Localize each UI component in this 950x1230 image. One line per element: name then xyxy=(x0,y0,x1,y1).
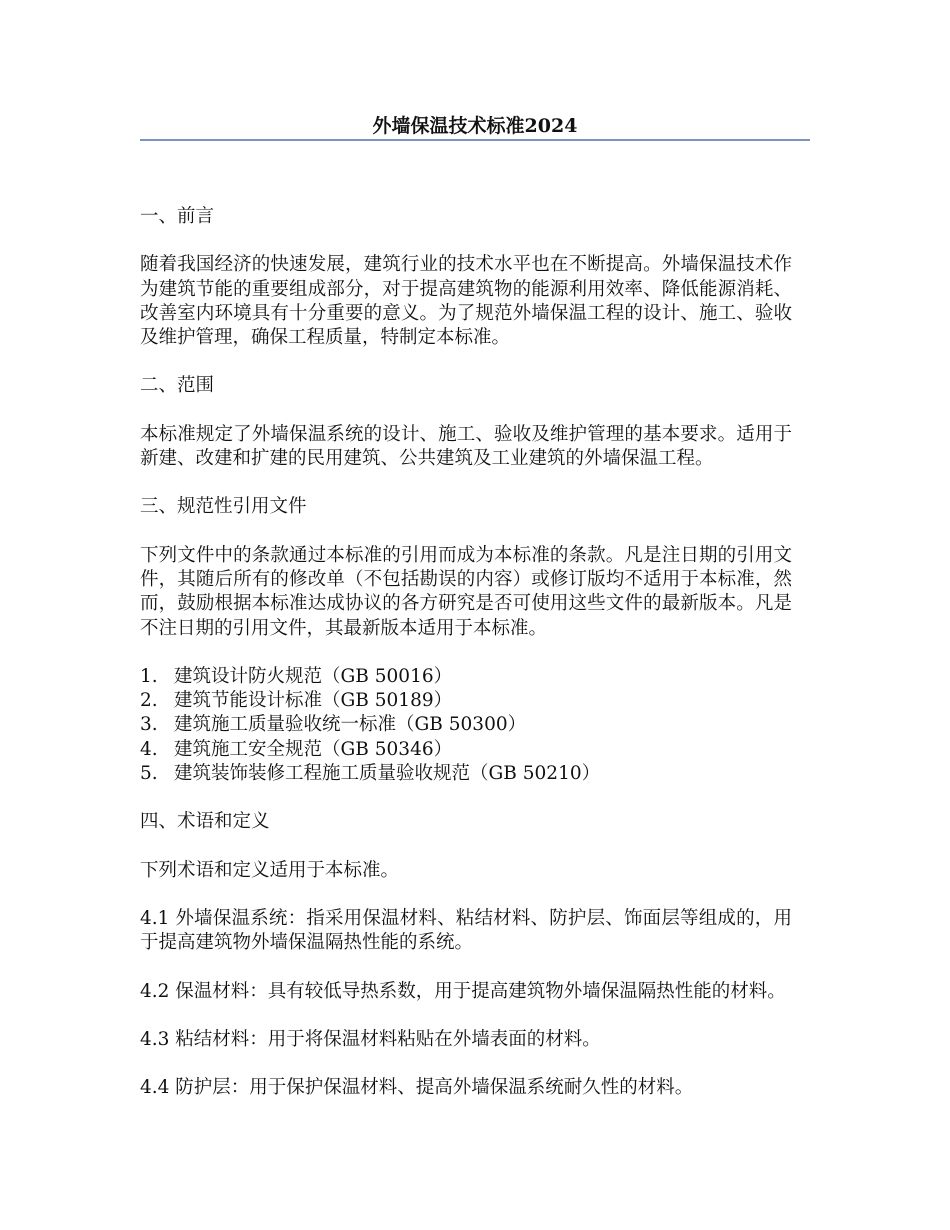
reference-text: 建筑装饰装修工程施工质量验收规范（GB 50210） xyxy=(174,763,601,785)
term-definition: 4.1 外墙保温系统：指采用保温材料、粘结材料、防护层、饰面层等组成的，用于提高建筑物外墙保温隔热性能的系统。 xyxy=(140,907,792,954)
reference-item xyxy=(140,762,792,786)
reference-item xyxy=(140,713,792,737)
terms-intro: 下列术语和定义适用于本标准。 xyxy=(140,859,400,881)
document-body xyxy=(140,205,792,1124)
term-definition: 4.2 保温材料：具有较低导热系数，用于提高建筑物外墙保温隔热性能的材料。 xyxy=(140,980,786,1002)
reference-item xyxy=(140,665,792,689)
reference-number: 2. xyxy=(140,690,158,712)
reference-item xyxy=(140,738,792,762)
reference-list xyxy=(140,665,792,786)
reference-item xyxy=(140,689,792,713)
scope-paragraph: 本标准规定了外墙保温系统的设计、施工、验收及维护管理的基本要求。适用于新建、改建和扩建的民用建筑、公共建筑及工业建筑的外墙保温工程。 xyxy=(140,423,792,470)
reference-number: 5. xyxy=(140,763,158,785)
section-heading-terms: 四、术语和定义 xyxy=(140,811,270,833)
references-paragraph: 下列文件中的条款通过本标准的引用而成为本标准的条款。凡是注日期的引用文件，其随后所有的修改单（不包括勘误的内容）或修订版均不适用于本标准，然而，鼓励根据本标准达成协议的各方研究是否可使用这些文件的最新版本。凡是不注日期的引用文件，其最新版本适用于本标准。 xyxy=(140,544,792,639)
reference-text: 建筑节能设计标准（GB 50189） xyxy=(174,690,453,712)
term-definition: 4.4 防护层：用于保护保温材料、提高外墙保温系统耐久性的材料。 xyxy=(140,1077,694,1099)
reference-text: 建筑施工安全规范（GB 50346） xyxy=(174,738,453,760)
reference-text: 建筑设计防火规范（GB 50016） xyxy=(174,665,453,687)
term-definition: 4.3 粘结材料：用于将保温材料粘贴在外墙表面的材料。 xyxy=(140,1028,601,1050)
section-heading-references: 三、规范性引用文件 xyxy=(140,496,307,518)
reference-number: 4. xyxy=(140,738,158,760)
reference-number: 1. xyxy=(140,665,158,687)
reference-text: 建筑施工质量验收统一标准（GB 50300） xyxy=(174,714,527,736)
section-heading-scope: 二、范围 xyxy=(140,375,215,397)
document-title: 外墙保温技术标准2024 xyxy=(372,115,578,137)
preface-paragraph: 随着我国经济的快速发展，建筑行业的技术水平也在不断提高。外墙保温技术作为建筑节能的重要组成部分，对于提高建筑物的能源利用效率、降低能源消耗、改善室内环境具有十分重要的意义。为了规范外墙保温工程的设计、施工、验收及维护管理，确保工程质量，特制定本标准。 xyxy=(140,254,792,349)
reference-number: 3. xyxy=(140,714,158,736)
title-underline xyxy=(140,139,810,141)
section-heading-preface: 一、前言 xyxy=(140,206,215,227)
